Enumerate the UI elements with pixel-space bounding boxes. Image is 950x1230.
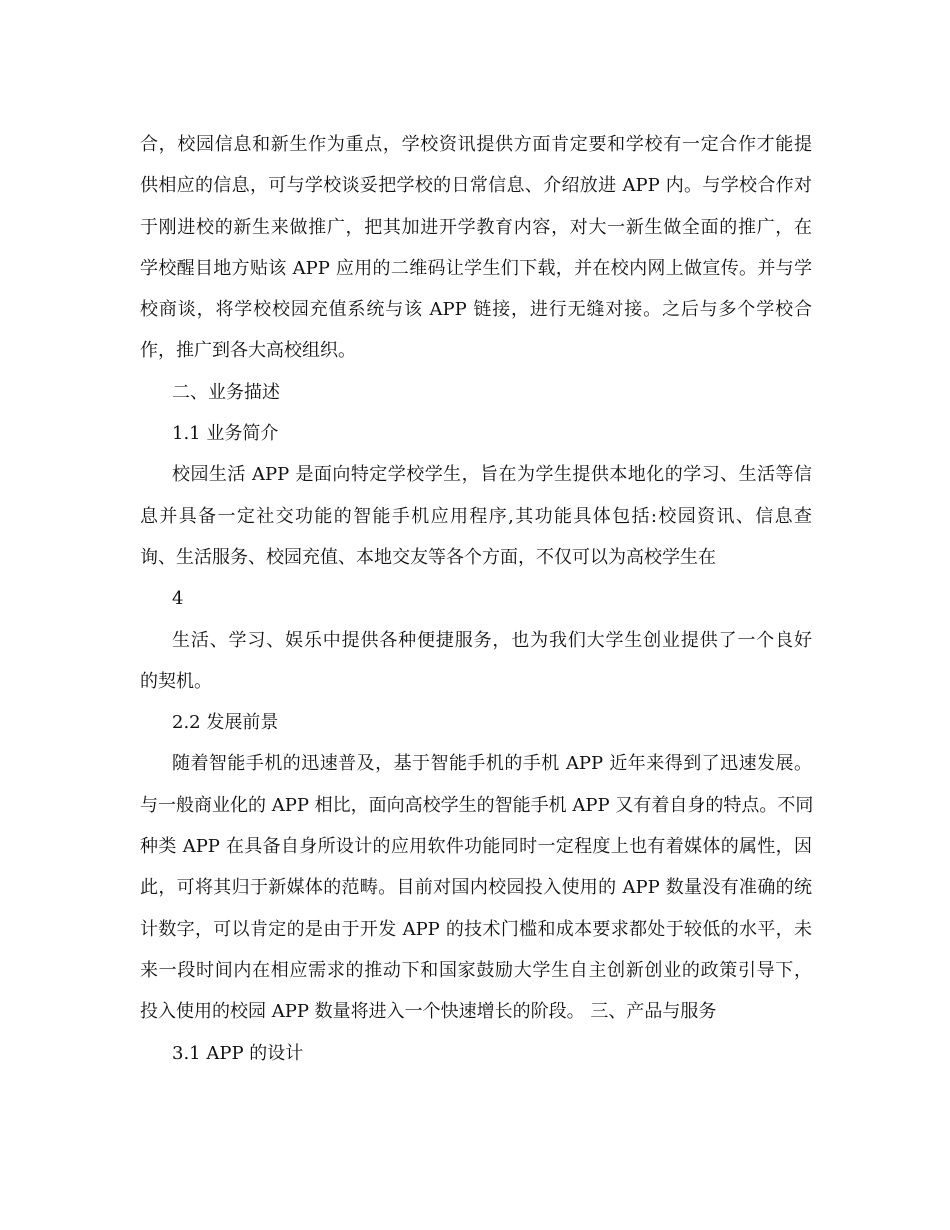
paragraph-line: 投入使用的校园 APP 数量将进入一个快速增长的阶段。 三、产品与服务	[140, 1001, 717, 1023]
paragraph-line: 计数字，可以肯定的是由于开发 APP 的技术门槛和成本要求都处于较低的水平，未	[140, 918, 812, 940]
paragraph-line: 息并具备一定社交功能的智能手机应用程序,其功能具体包括:校园资讯、信息查	[140, 505, 812, 527]
paragraph-line: 生活、学习、娱乐中提供各种便捷服务，也为我们大学生创业提供了一个良好	[172, 629, 812, 651]
subsection-heading: 2.2 发展前景	[172, 712, 279, 734]
paragraph-line: 作，推广到各大高校组织。	[140, 340, 356, 362]
paragraph-line: 的契机。	[140, 670, 212, 692]
paragraph-line: 校商谈，将学校校园充值系统与该 APP 链接，进行无缝对接。之后与多个学校合	[140, 299, 812, 321]
document-page	[140, 124, 812, 1074]
paragraph-line: 学校醒目地方贴该 APP 应用的二维码让学生们下载，并在校内网上做宣传。并与学	[140, 257, 812, 279]
paragraph-line: 种类 APP 在具备自身所设计的应用软件功能同时一定程度上也有着媒体的属性，因	[140, 836, 812, 858]
subsection-heading: 3.1 APP 的设计	[172, 1042, 304, 1064]
paragraph-line: 询、生活服务、校园充值、本地交友等各个方面，不仅可以为高校学生在	[140, 546, 716, 568]
paragraph-line: 供相应的信息，可与学校谈妥把学校的日常信息、介绍放进 APP 内。与学校合作对	[140, 175, 812, 197]
paragraph-line: 于刚进校的新生来做推广，把其加进开学教育内容，对大一新生做全面的推广，在	[140, 216, 812, 238]
paragraph-line: 此，可将其归于新媒体的范畴。目前对国内校园投入使用的 APP 数量没有准确的统	[140, 877, 812, 899]
page-number: 4	[172, 588, 184, 610]
section-heading: 二、业务描述	[172, 381, 280, 403]
subsection-heading: 1.1 业务简介	[172, 423, 279, 445]
paragraph-line: 校园生活 APP 是面向特定学校学生，旨在为学生提供本地化的学习、生活等信	[172, 464, 812, 486]
paragraph-line: 随着智能手机的迅速普及，基于智能手机的手机 APP 近年来得到了迅速发展。	[172, 753, 812, 775]
paragraph-line: 来一段时间内在相应需求的推动下和国家鼓励大学生自主创新创业的政策引导下，	[140, 959, 812, 981]
paragraph-line: 合，校园信息和新生作为重点，学校资讯提供方面肯定要和学校有一定合作才能提	[140, 134, 812, 155]
paragraph-line: 与一般商业化的 APP 相比，面向高校学生的智能手机 APP 又有着自身的特点。不同	[140, 794, 814, 816]
